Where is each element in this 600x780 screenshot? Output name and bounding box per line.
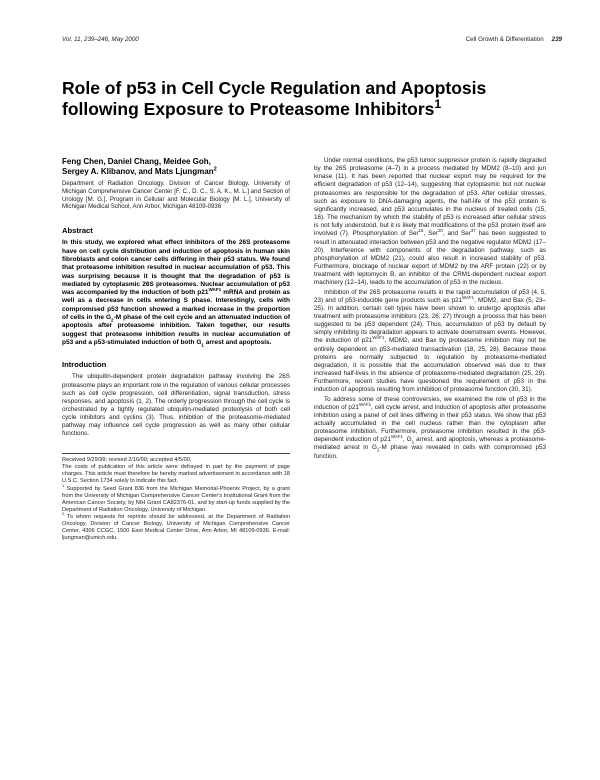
introduction-paragraph: The ubiquitin-dependent protein degradation pathway involving the 26S proteasome plays an important role in the regulation of various cellular processes such as cell cycle progression, cell differentiation, signal transduction, stress responses, and apoptosis (1, 2). The orderly progression through the cell cycle is orchestrated by a tightly regulated ubiquitin-mediated proteolysis of both cell cycle inhibitors and cyclins (3). Thus, inhibition of the proteasome-mediated pathway may influence cell cycle progression as well as many other cellular functions. bbox=[62, 373, 290, 438]
footnotes bbox=[62, 457, 290, 543]
header-right bbox=[466, 36, 562, 43]
affiliation: Department of Radiation Oncology, Division of Cancer Biology, University of Michigan Comprehensive Cancer Center [F. C., D. C., S. A. K., M. L.] and Section of Urology [M. G.], Program in Cellular and Molecular Biology [M. L.], University of Michigan Medical School, Ann Arbor, Michigan 48109-0936 bbox=[62, 180, 290, 211]
body-paragraph-2: Inhibition of the 26S proteasome results in the rapid accumulation of p53 (4, 5, 23) and of p53-inducible gene products such as $p21^{WAF1}$, MDM2, and Bax (5, 23–25). In addition, certain cell types have been shown to undergo apoptosis after treatment with proteasome inhibitors (23, 26, 27) through a process that has been suggested to be p53 dependent (24). Thus, accumulation of p53 by default by simply inhibiting its degradation appears to activate downstream events. However, the induction of $p21^{WAF1}$, MDM2, and Bax by proteasome inhibition may not be entirely dependent on p53-mediated transactivation (18, 25, 28). Because these proteins are normally subjected to regulation by proteasome-mediated degradation, it is possible that the accumulation observed was due to their increased half-lives in the absence of proteasome-mediated degradation (25, 29). Furthermore, recent studies have questioned the requirement of p53 in the induction of apoptosis resulting from inhibition of proteasome function (30, 31). bbox=[314, 288, 547, 394]
journal-name: Cell Growth & Differentiation bbox=[465, 36, 544, 43]
authors-footnote-mark: 2 bbox=[213, 166, 217, 173]
authors-line-1: Feng Chen, Daniel Chang, Meidee Goh, bbox=[62, 157, 211, 166]
abstract-heading: Abstract bbox=[62, 226, 93, 236]
right-column bbox=[314, 157, 546, 461]
journal-info: Vol. 11, 239–246, May 2000 bbox=[62, 36, 139, 43]
publication-costs-note: The costs of publication of this article were defrayed in part by the payment of page charges. This article must therefore be hereby marked advertisement in accordance with 18 U.S.C. Section 1734 solely to indicate this fact. bbox=[62, 464, 290, 485]
footnote-2: $^2$ To whom requests for reprints should be addressed, at the Department of Radiation Oncology, Division of Cancer Biology, University of Michigan Comprehensive Cancer Center, 4306 CCGC, 1500 East Medical Center Drive, Ann Arbor, MI 48109-0936. E-mail: ljungman@umich.edu. bbox=[62, 511, 290, 542]
abstract-text: In this study, we explored what effect inhibitors of the 26S proteasome have on cell cycle distribution and induction of apoptosis in human skin fibroblasts and colon cancer cells differing in their p53 status. We found that proteasome inhibition resulted in nuclear accumulation of p53. This was surprising because it is thought that the degradation of p53 is mediated by cytoplasmic 26S proteasomes. Nuclear accumulation of p53 was accompanied by the induction of both $p21^{WAF1}$ mRNA and protein as well as a decrease in cells entering S phase. Interestingly, cells with compromised p53 function showed a marked increase in the proportion of cells in the $G_2-M$ phase of the cell cycle and an attenuated induction of apoptosis after proteasome inhibition. Taken together, our results suggest that proteasome inhibition results in nuclear accumulation of p53 and a p53-stimulated induction of both $G_1$ arrest and apoptosis. bbox=[62, 239, 290, 348]
title-text: Role of p53 in Cell Cycle Regulation and Apoptosis following Exposure to Proteasome Inhibitors bbox=[62, 78, 487, 119]
authors bbox=[62, 157, 290, 177]
article-title bbox=[62, 78, 532, 120]
body-paragraph-3: To address some of these controversies, we examined the role of p53 in the induction of $p21^{WAF1}$, cell cycle arrest, and induction of apoptosis after proteasome inhibition using a panel of cell lines differing in their p53 status. We show that p53 actually accumulated in the cell nucleus rather than the cytoplasm after proteasome inhibition. Furthermore, proteasome inhibition resulted in the p53-dependent induction of $p21^{WAF1}$, $G_1$ arrest, and apoptosis, whereas a proteasome-mediated arrest in $G_2-M$ phase was revealed in cells with compromised p53 function. bbox=[314, 395, 547, 460]
footnote-1: $^1$ Supported by Seed Grant 836 from the Michigan Memorial-Phoenix Project, by a grant from the University of Michigan Comprehensive Cancer Center's Institutional Grant from the American Cancer Society, by NIH Grant CA82376-01, and by start-up funds supplied by the Department of Radiation Oncology, University of Michigan. bbox=[62, 482, 290, 513]
received-dates: Received 9/29/99; revised 2/16/00; accepted 4/5/00. bbox=[62, 456, 192, 463]
body-paragraph-1: Under normal conditions, the p53 tumor suppressor protein is rapidly degraded by the 26S proteasome (4–7) in a process mediated by MDM2 (8–10) and jun kinase (11). It has been reported that nuclear export may be required for the efficient degradation of p53 (12–14), suggesting that cytoplasmic but not nuclear proteasomes are responsible for the degradation of p53. After cellular stresses, such as exposure to DNA-damaging agents, the half-life of the p53 protein is significantly increased, and p53 accumulates in the nucleus of treated cells (15, 16). The mechanism by which the stability of p53 is increased after cellular stress is not fully understood, but it is likely that modifications of the p53 protein itself are involved (7). Phosphorylation of Ser$^{15}$, Ser$^{20}$, and Ser$^{37}$ has been suggested to result in attenuated interaction between p53 and the negative regulator MDM2 (17–20). Interference with components of the degradation pathway, such as phosphorylation of MDM2 (21), could also result in increased stability of p53. Furthermore, blockage of nuclear export of MDM2 by the ARF protein (22) or by treatment with leptomycin B, an inhibitor of the CRM1-dependent nuclear export machinery (12–14), leads to the accumulation of p53 in the nucleus. bbox=[314, 157, 546, 287]
page-number: 239 bbox=[551, 36, 562, 43]
left-column bbox=[62, 157, 290, 542]
introduction-heading: Introduction bbox=[62, 360, 107, 370]
title-footnote-mark: 1 bbox=[434, 97, 442, 112]
footnote-divider bbox=[62, 453, 290, 454]
authors-line-2: Sergey A. Klibanov, and Mats Ljungman$^2$ bbox=[62, 166, 217, 176]
running-header bbox=[62, 36, 562, 46]
